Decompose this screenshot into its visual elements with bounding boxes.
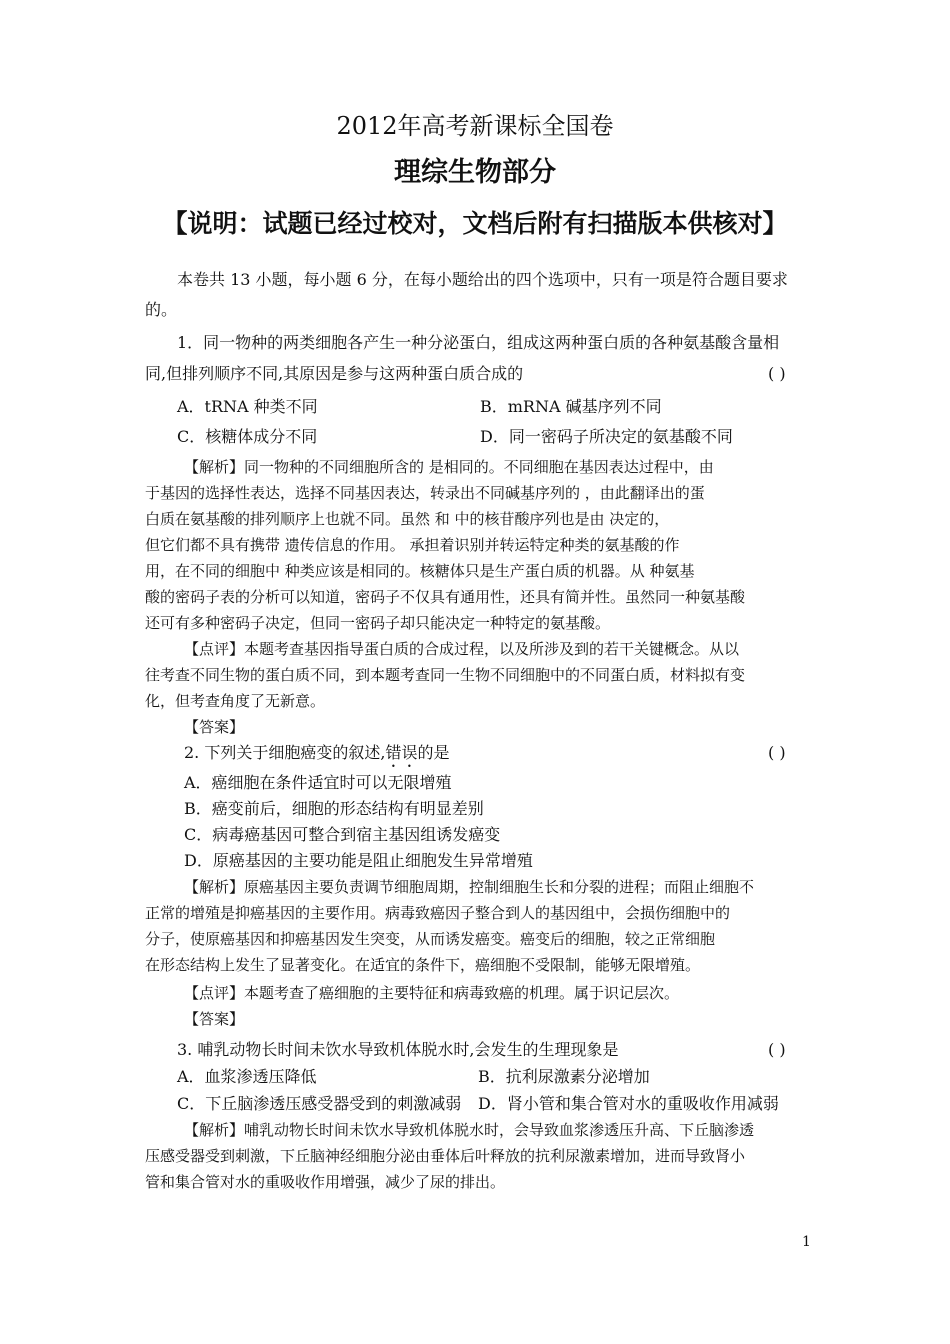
q3-analysis-line: 压感受器受到刺激，下丘脑神经细胞分泌由垂体后叶释放的抗利尿激素增加，进而导致肾小 bbox=[145, 1147, 746, 1165]
q2-option-d: D．原癌基因的主要功能是阻止细胞发生异常增殖 bbox=[184, 851, 533, 870]
q3-option-c: C．下丘脑渗透压感受器受到的刺激减弱 bbox=[177, 1094, 462, 1113]
q1-stem-line-1: 1．同一物种的两类细胞各产生一种分泌蛋白，组成这两种蛋白质的各种氨基酸含量相 bbox=[177, 333, 780, 352]
q2-option-b: B．癌变前后，细胞的形态结构有明显差别 bbox=[184, 799, 484, 818]
q2-stem-pre: 2. 下列关于细胞癌变的叙述, bbox=[184, 743, 386, 762]
q1-option-c: C．核糖体成分不同 bbox=[177, 427, 318, 446]
q3-analysis-line: 【解析】哺乳动物长时间未饮水导致机体脱水时，会导致血浆渗透压升高、下丘脑渗透 bbox=[184, 1121, 755, 1139]
q2-stem-post: 的是 bbox=[417, 743, 450, 762]
q1-analysis-line: 于基因的选择性表达，选择不同基因表达，转录出不同碱基序列的 ，由此翻译出的蛋 bbox=[145, 484, 705, 502]
q1-analysis-line: 还可有多种密码子决定，但同一密码子却只能决定一种特定的氨基酸。 bbox=[145, 614, 611, 632]
q1-option-d: D．同一密码子所决定的氨基酸不同 bbox=[480, 427, 733, 446]
q1-stem-line-2: 同,但排列顺序不同,其原因是参与这两种蛋白质合成的 bbox=[145, 364, 524, 383]
q1-answer-label: 【答案】 bbox=[184, 718, 245, 736]
q3-stem: 3. 哺乳动物长时间未饮水导致机体脱水时,会发生的生理现象是 bbox=[177, 1040, 619, 1059]
q2-comment: 【点评】本题考查了癌细胞的主要特征和病毒致癌的机理。属于识记层次。 bbox=[184, 984, 680, 1002]
q1-option-a: A．tRNA 种类不同 bbox=[177, 397, 318, 416]
page-number: 1 bbox=[802, 1234, 811, 1250]
q1-analysis-line: 白质在氨基酸的排列顺序上也就不同。虽然 和 中的核苷酸序列也是由 决定的， bbox=[145, 510, 670, 528]
page-title: 2012年高考新课标全国卷 bbox=[336, 112, 614, 140]
q1-comment-line: 【点评】本题考查基因指导蛋白质的合成过程，以及所涉及到的若干关键概念。从以 bbox=[184, 640, 740, 658]
page-subtitle: 理综生物部分 bbox=[394, 157, 556, 188]
q1-option-b: B．mRNA 碱基序列不同 bbox=[480, 397, 662, 416]
q1-comment-line: 往考查不同生物的蛋白质不同，到本题考查同一生物不同细胞中的不同蛋白质，材料拟有变 bbox=[145, 666, 746, 684]
q2-stem bbox=[184, 743, 449, 771]
q2-answer-label: 【答案】 bbox=[184, 1010, 245, 1028]
q1-analysis-line: 【解析】同一物种的不同细胞所含的 是相同的。不同细胞在基因表达过程中，由 bbox=[184, 458, 714, 476]
q3-option-d: D．肾小管和集合管对水的重吸收作用减弱 bbox=[478, 1094, 779, 1113]
q2-analysis-line: 【解析】原癌基因主要负责调节细胞周期，控制细胞生长和分裂的进程；而阻止细胞不 bbox=[184, 878, 755, 896]
q3-analysis-line: 管和集合管对水的重吸收作用增强，减少了尿的排出。 bbox=[145, 1173, 506, 1191]
q1-analysis-line: 用，在不同的细胞中 种类应该是相同的。核糖体只是生产蛋白质的机器。从 种氨基 bbox=[145, 562, 695, 580]
q1-analysis-line: 但它们都不具有携带 遗传信息的作用。 承担着识别并转运特定种类的氨基酸的作 bbox=[145, 536, 680, 554]
q3-answer-paren: ( ) bbox=[768, 1040, 786, 1059]
q2-option-c: C．病毒癌基因可整合到宿主基因组诱发癌变 bbox=[184, 825, 501, 844]
q2-analysis-line: 分子，使原癌基因和抑癌基因发生突变，从而诱发癌变。癌变后的细胞，较之正常细胞 bbox=[145, 930, 716, 948]
q2-answer-paren: ( ) bbox=[768, 743, 786, 762]
q1-analysis-line: 酸的密码子表的分析可以知道，密码子不仅具有通用性，还具有简并性。虽然同一种氨基酸 bbox=[145, 588, 746, 606]
q2-analysis-line: 在形态结构上发生了显著变化。在适宜的条件下，癌细胞不受限制，能够无限增殖。 bbox=[145, 956, 701, 974]
q1-answer-paren: ( ) bbox=[768, 364, 786, 383]
page-note: 【说明：试题已经过校对，文档后附有扫描版本供核对】 bbox=[162, 209, 788, 238]
intro-line-2: 的。 bbox=[145, 300, 178, 319]
q1-comment-line: 化，但考查角度了无新意。 bbox=[145, 692, 326, 710]
q2-option-a: A．癌细胞在条件适宜时可以无限增殖 bbox=[184, 773, 452, 792]
intro-line-1: 本卷共 13 小题，每小题 6 分，在每小题给出的四个选项中，只有一项是符合题目要求 bbox=[177, 270, 788, 289]
q3-option-b: B．抗利尿激素分泌增加 bbox=[478, 1067, 650, 1086]
q2-stem-emphasis: 错误 bbox=[385, 743, 418, 762]
q2-analysis-line: 正常的增殖是抑癌基因的主要作用。病毒致癌因子整合到人的基因组中，会损伤细胞中的 bbox=[145, 904, 731, 922]
q3-option-a: A．血浆渗透压降低 bbox=[177, 1067, 317, 1086]
